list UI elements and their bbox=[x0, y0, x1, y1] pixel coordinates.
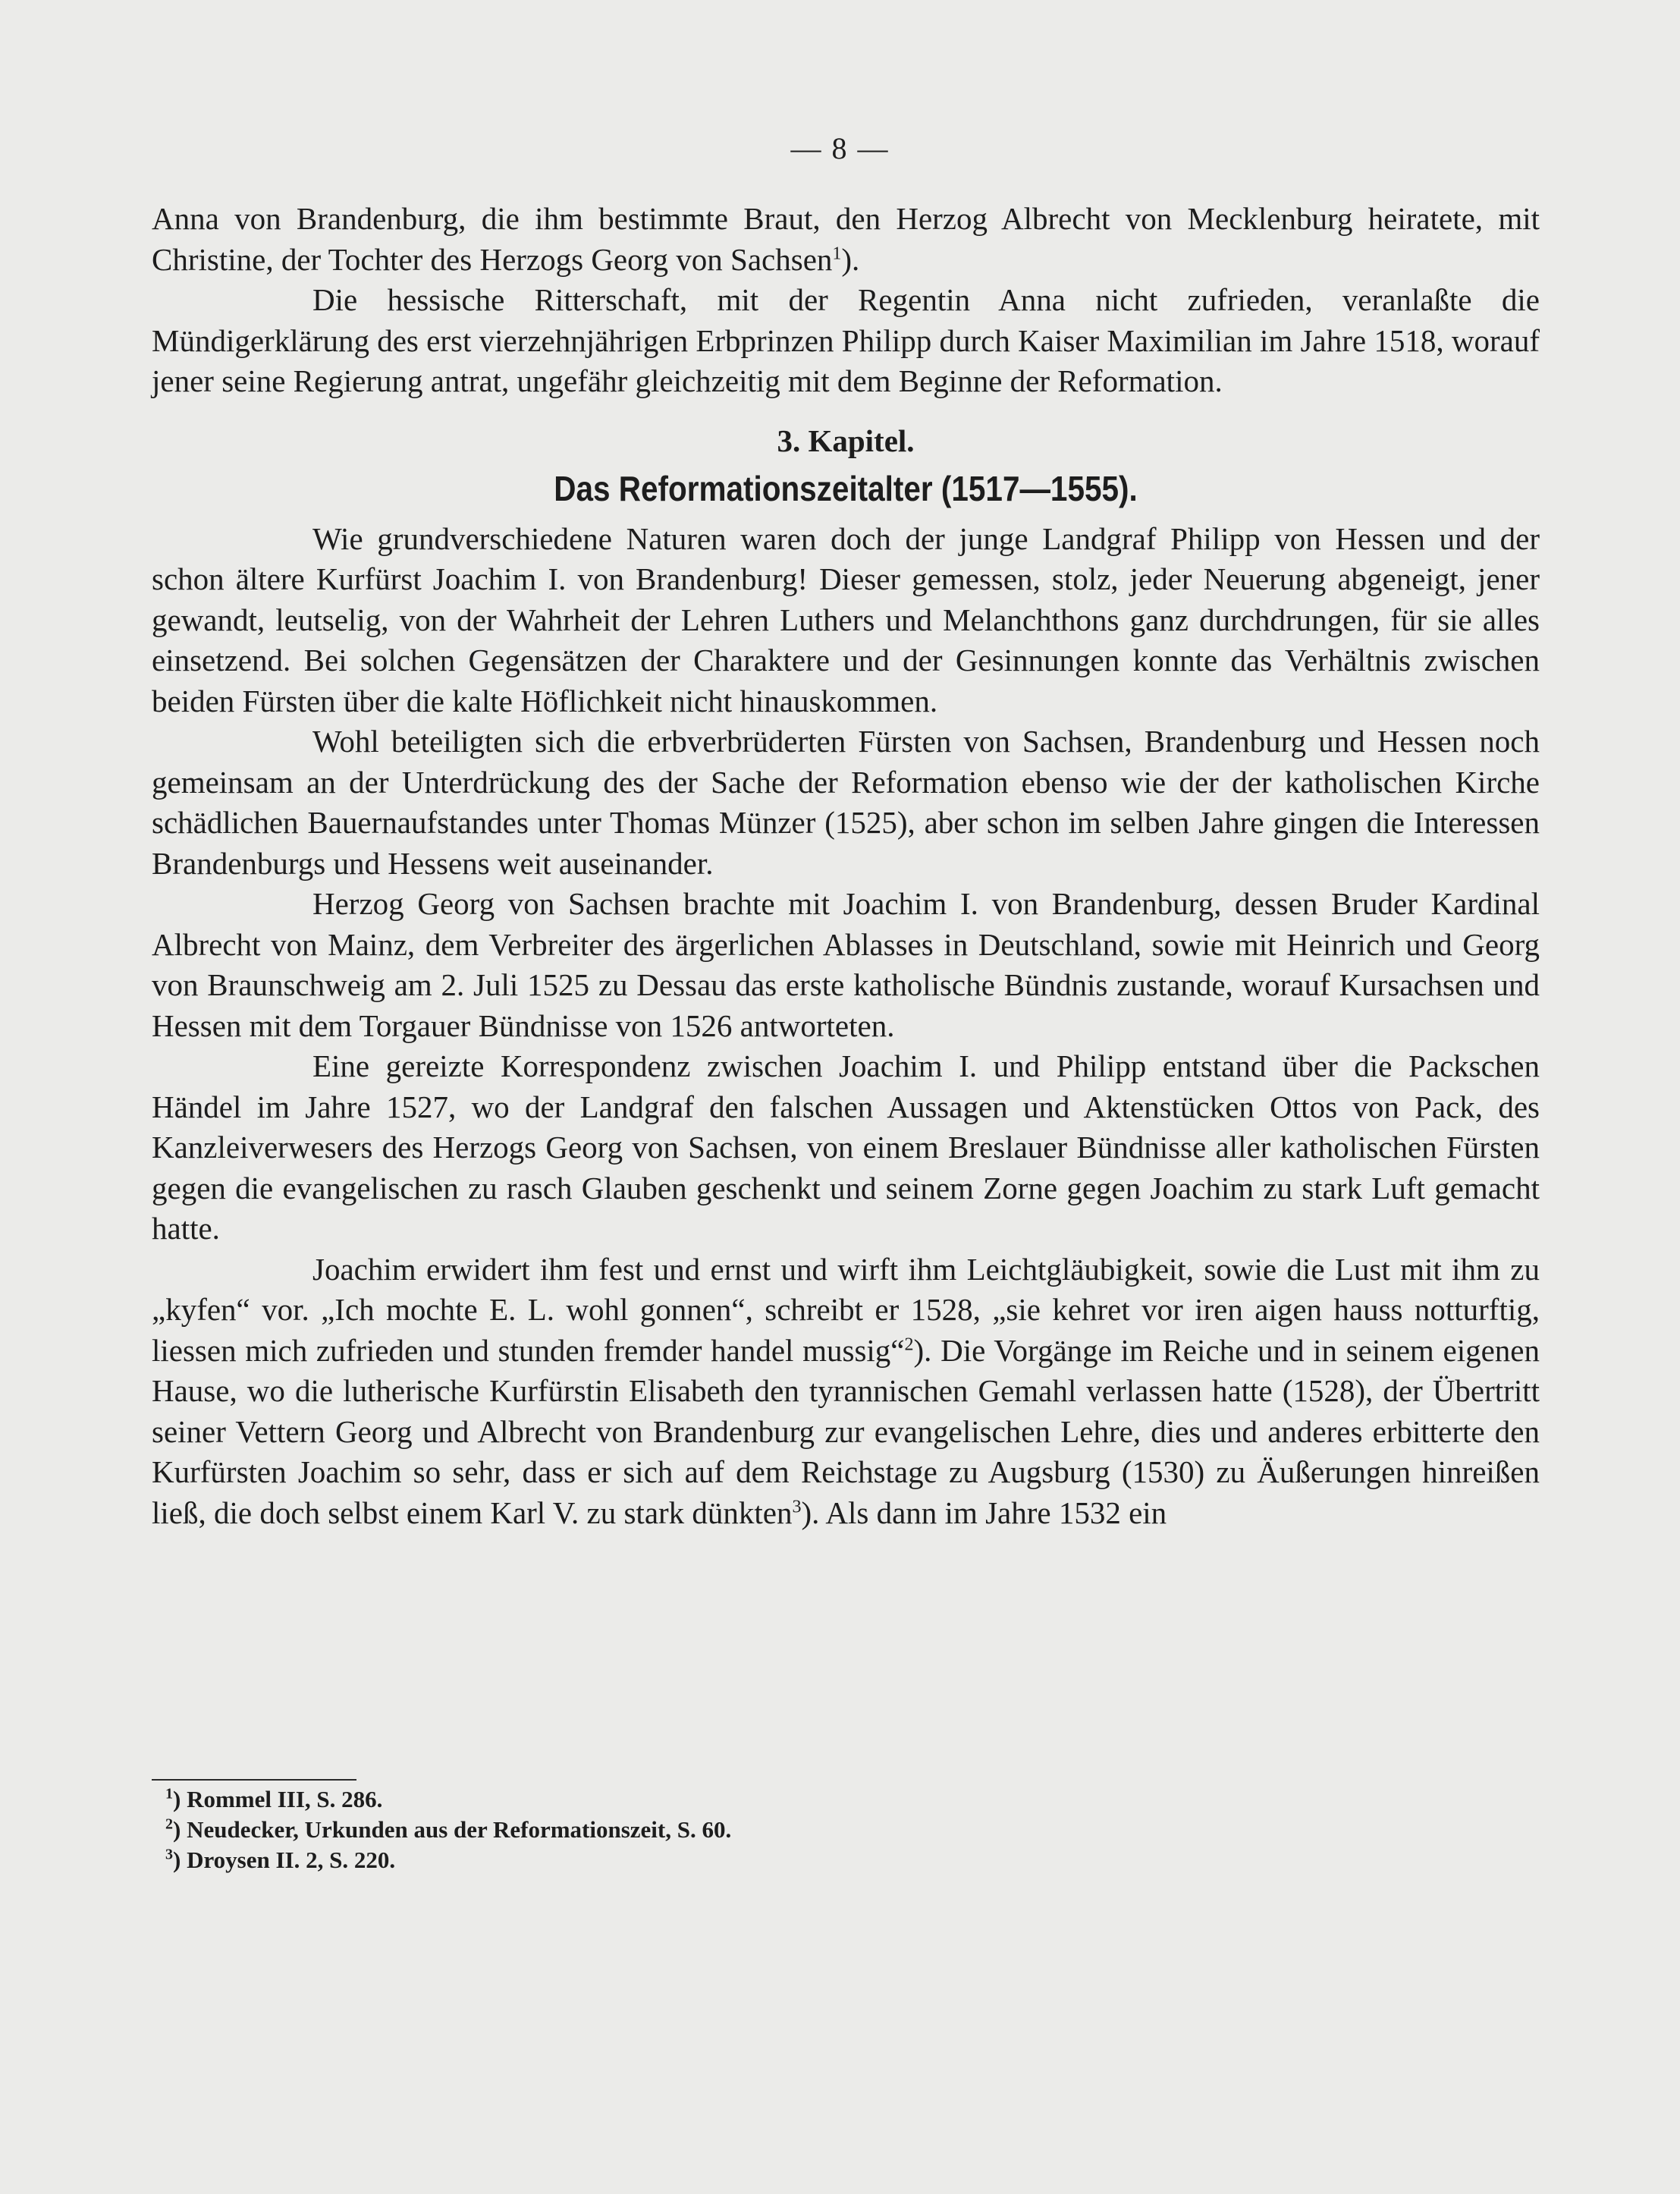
paragraph bbox=[152, 884, 1540, 1046]
page-number: — 8 — bbox=[790, 131, 890, 165]
paragraph bbox=[152, 1046, 1540, 1249]
paragraph bbox=[152, 199, 1540, 280]
paragraph bbox=[152, 721, 1540, 884]
paragraph-text: Eine gereizte Korrespondenz zwischen Joachim I. und Philipp entstand über die Packschen Händel im Jahre 1527, wo der Landgraf den falschen Aussagen und Aktenstücken Ottos von Pack, des Kanzleiverwesers des Herzogs Georg von Sachsen, von einem Breslauer Bündnisse aller katholischen Fürsten gegen die evangelischen zu rasch Glauben geschenkt und seinem Zorne gegen Joachim zu stark Luft gemacht hatte. bbox=[152, 1048, 1540, 1246]
footnote bbox=[165, 1784, 731, 1815]
footnote bbox=[165, 1845, 731, 1875]
footnote-mark: 2 bbox=[165, 1815, 173, 1833]
footnotes bbox=[165, 1784, 731, 1875]
paragraph bbox=[152, 280, 1540, 402]
paragraph-text: Anna von Brandenburg, die ihm bestimmte Braut, den Herzog Albrecht von Mecklenburg heiratete, mit Christine, der Tochter des Herzogs Georg von Sachsen bbox=[152, 201, 1540, 277]
footnote-text: ) Droysen II. 2, S. 220. bbox=[173, 1847, 396, 1873]
chapter-number: 3. Kapitel. bbox=[777, 423, 915, 458]
paragraphs-after-chapter bbox=[152, 519, 1540, 1534]
footnote-reference: 1 bbox=[832, 243, 842, 263]
paragraph-text: Herzog Georg von Sachsen brachte mit Joachim I. von Brandenburg, dessen Bruder Kardinal Albrecht von Mainz, dem Verbreiter des ärgerlichen Ablasses in Deutschland, sowie mit Heinrich und Georg von Braunschweig am 2. Juli 1525 zu Dessau das erste katholische Bündnis zustande, worauf Kursachsen und Hessen mit dem Torgauer Bündnisse von 1526 antworteten. bbox=[152, 886, 1540, 1043]
paragraph-text: ). Die Vorgänge im Reiche und in seinem eigenen Hause, wo die lutherische Kurfürstin Elisabeth den tyrannischen Gemahl verlassen hatte (1528), der Übertritt seiner Vettern Georg und Albrecht von Brandenburg zur evangelischen Lehre, dies und anderes erbitterte den Kurfürsten Joachim so sehr, dass er sich auf dem Reichstage zu Augsburg (1530) zu Äußerungen hinreißen ließ, die doch selbst einem Karl V. zu stark dünkten bbox=[152, 1332, 1540, 1530]
chapter-title: Das Reformationszeitalter (1517—1555). bbox=[554, 468, 1138, 508]
paragraph-text: Die hessische Ritterschaft, mit der Regentin Anna nicht zufrieden, veranlaßte die Mündigerklärung des erst vierzehnjährigen Erbprinzen Philipp durch Kaiser Maximilian im Jahre 1518, worauf jener seine Regierung antrat, ungefähr gleichzeitig mit dem Beginne der Reformation. bbox=[152, 282, 1540, 398]
paragraph-text: ). Als dann im Jahre 1532 ein bbox=[801, 1495, 1167, 1530]
footnote-text: ) Neudecker, Urkunden aus der Reformationszeit, S. 60. bbox=[173, 1816, 732, 1843]
footnote-separator bbox=[152, 1779, 356, 1781]
paragraphs-before-chapter bbox=[152, 199, 1540, 402]
paragraph-text: Joachim erwidert ihm fest und ernst und wirft ihm Leichtgläubigkeit, sowie die Lust mit ihm zu „kyfen“ vor. „Ich mochte E. L. wohl gonnen“, schreibt er 1528, „sie kehret vor iren aigen hauss notturftig, liessen mich zufrieden und stunden fremder handel mussig“ bbox=[152, 1251, 1540, 1368]
paragraph-text: ). bbox=[841, 241, 860, 277]
paragraph bbox=[152, 519, 1540, 722]
paragraph-text: Wie grundverschiedene Naturen waren doch der junge Landgraf Philipp von Hessen und der schon ältere Kurfürst Joachim I. von Brandenburg! Dieser gemessen, stolz, jeder Neuerung abgeneigt, jener gewandt, leutselig, von der Wahrheit der Lehren Luthers und Melanchthons ganz durchdrungen, für sie alles einsetzend. Bei solchen Gegensätzen der Charaktere und der Gesinnungen konnte das Verhältnis zwischen beiden Fürsten über die kalte Höflichkeit nicht hinauskommen. bbox=[152, 520, 1540, 718]
footnote-text: ) Rommel III, S. 286. bbox=[173, 1786, 383, 1812]
paragraph bbox=[152, 1249, 1540, 1534]
body-text bbox=[152, 199, 1540, 1533]
footnote-reference: 2 bbox=[904, 1334, 914, 1354]
footnote-mark: 1 bbox=[165, 1785, 173, 1803]
footnote-reference: 3 bbox=[792, 1496, 802, 1517]
footnote-mark: 3 bbox=[165, 1846, 173, 1863]
footnote bbox=[165, 1815, 731, 1845]
paragraph-text: Wohl beteiligten sich die erbverbrüderten Fürsten von Sachsen, Brandenburg und Hessen noch gemeinsam an der Unterdrückung des der Sache der Reformation ebenso wie der der katholischen Kirche schädlichen Bauernaufstandes unter Thomas Münzer (1525), aber schon im selben Jahre gingen die Interessen Brandenburgs und Hessens weit auseinander. bbox=[152, 724, 1540, 881]
